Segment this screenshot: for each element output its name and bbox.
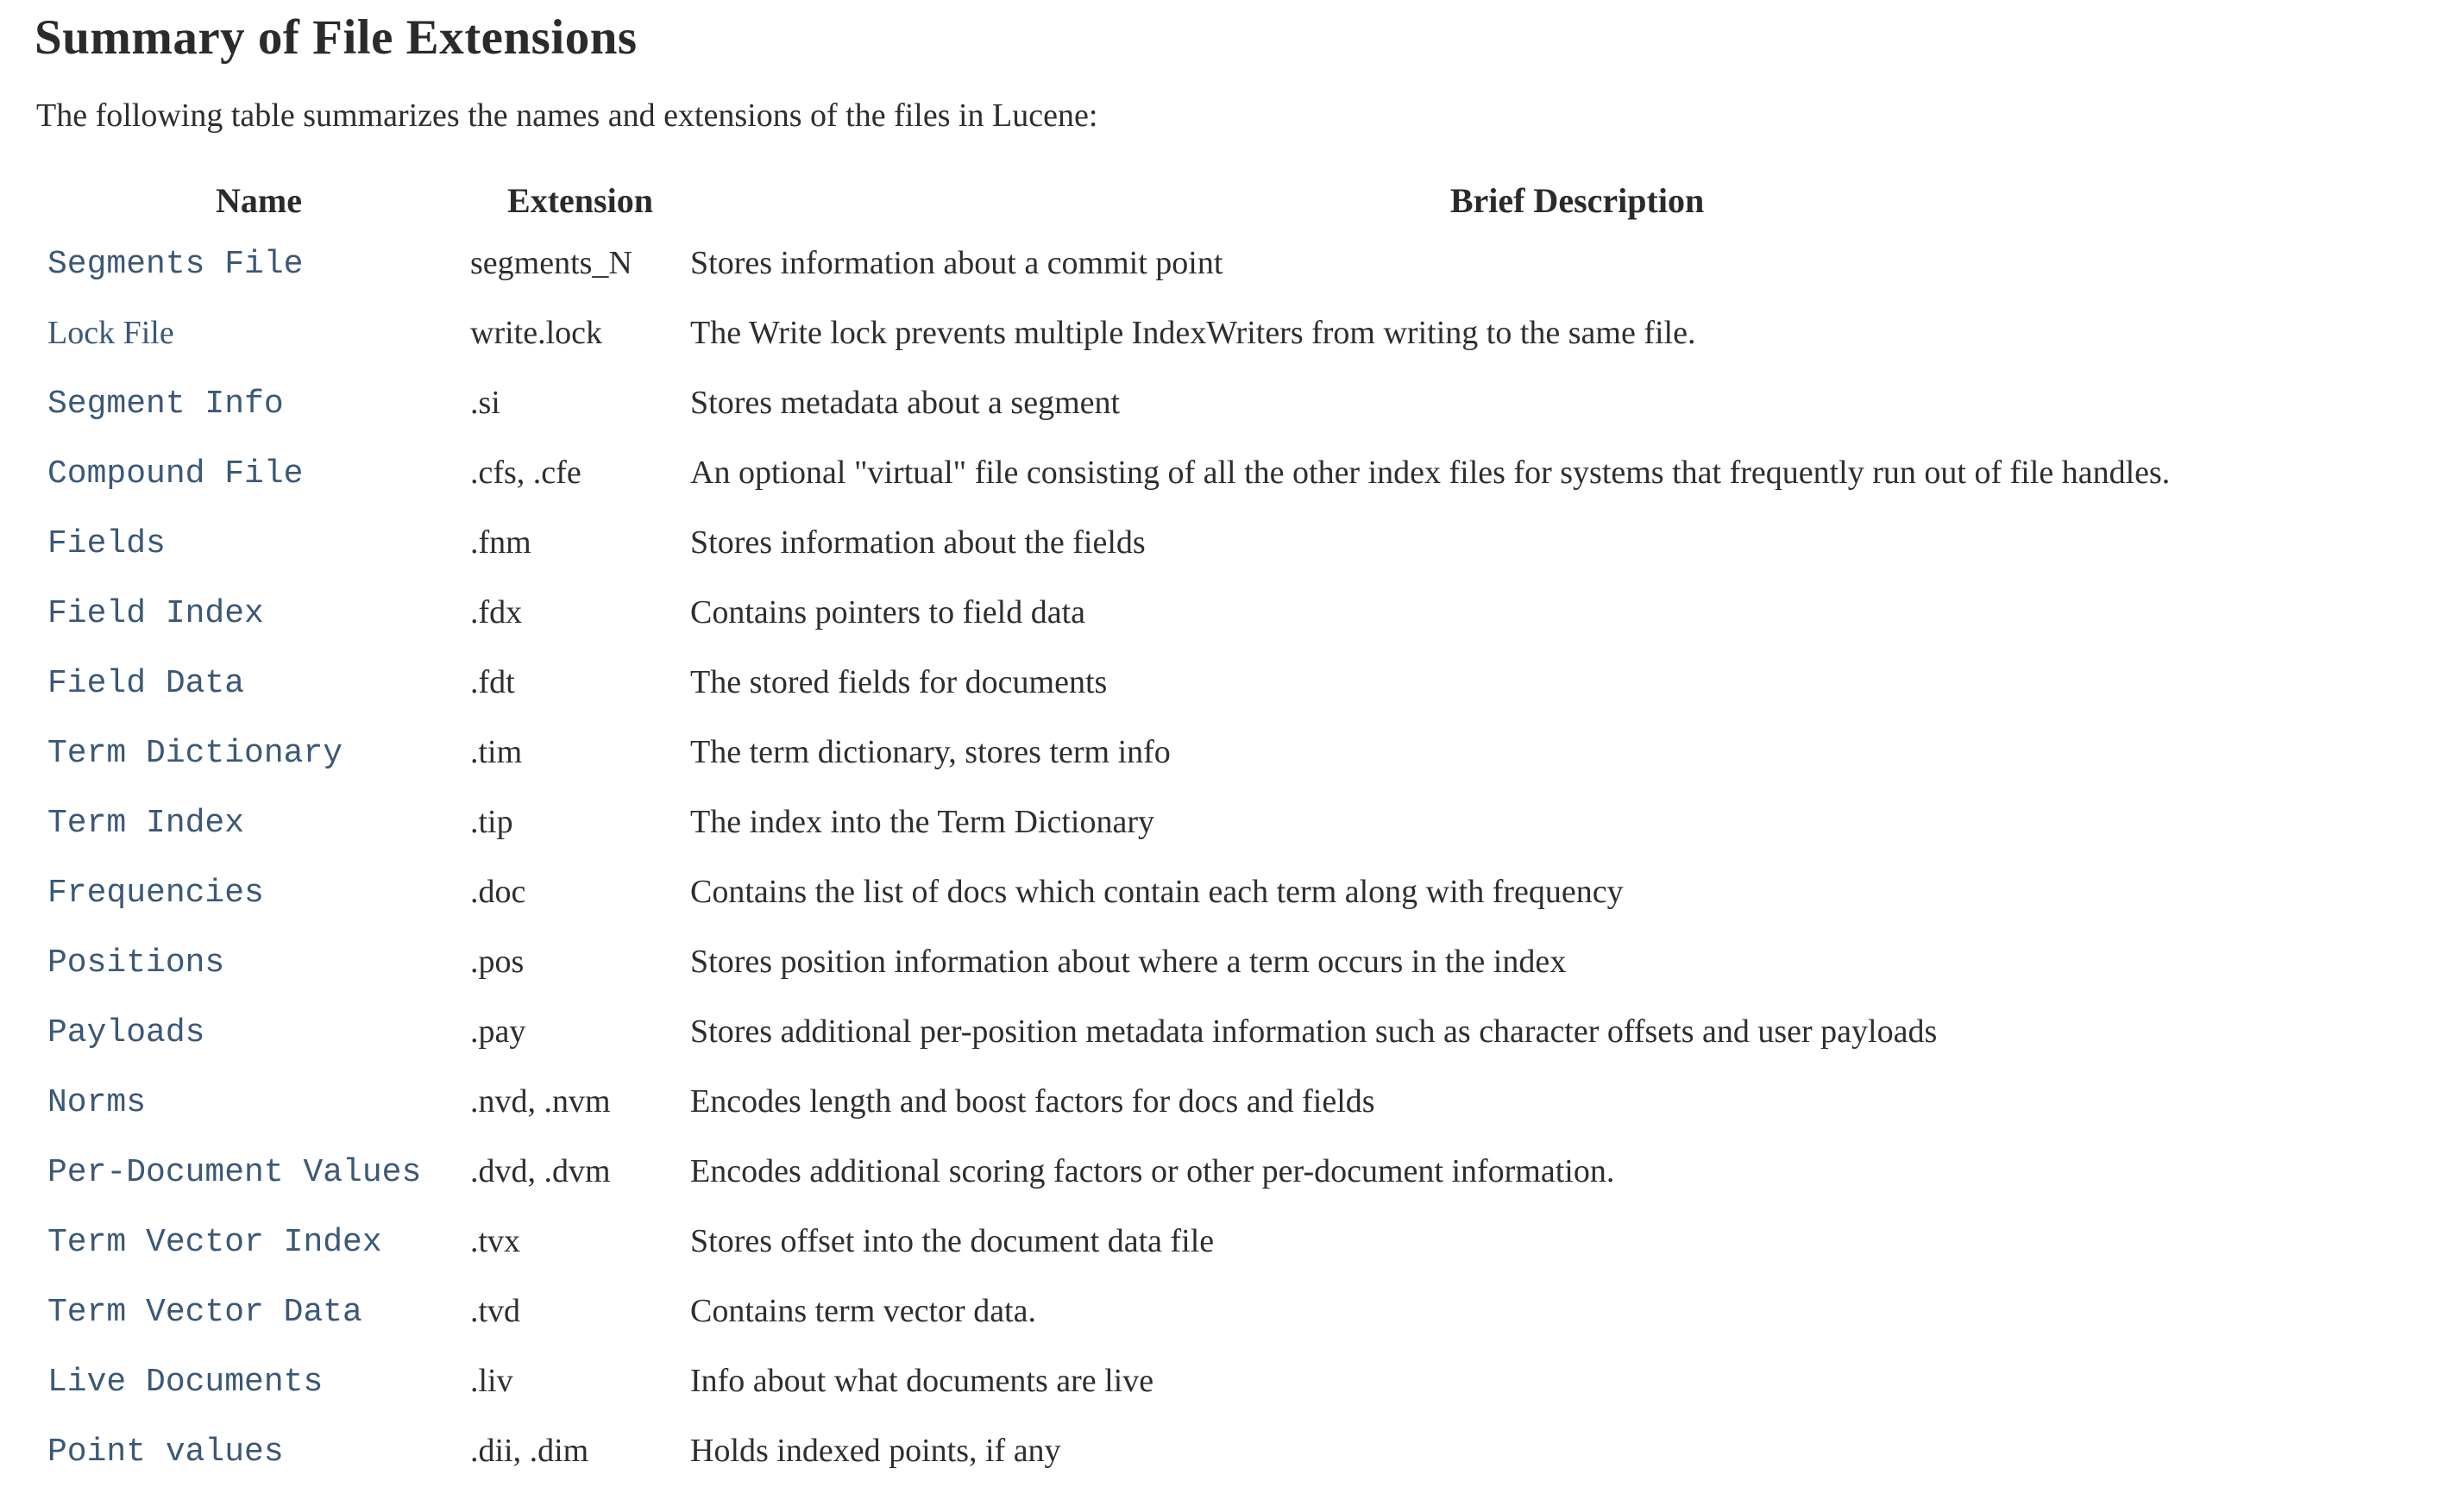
file-name-link[interactable]: Term Vector Data xyxy=(47,1293,362,1331)
intro-text: The following table summarizes the names and extensions of the files in Lucene: xyxy=(36,97,1098,134)
table-row xyxy=(35,856,2464,926)
description-cell: The term dictionary, stores term info xyxy=(690,733,1171,770)
table-header-row xyxy=(35,173,2464,228)
table-row xyxy=(35,367,2464,437)
column-header-name: Name xyxy=(216,180,302,220)
file-name-link[interactable]: Compound File xyxy=(47,455,304,493)
file-name-link[interactable]: Positions xyxy=(47,944,225,982)
table-row xyxy=(35,926,2464,996)
file-name-link[interactable]: Per-Document Values xyxy=(47,1153,422,1191)
description-cell: Stores metadata about a segment xyxy=(690,384,1121,421)
file-name-link[interactable]: Norms xyxy=(47,1083,147,1121)
description-cell: Stores additional per-position metadata information such as character offsets and user payloads xyxy=(690,1013,1938,1050)
table-row xyxy=(35,437,2464,507)
table-row xyxy=(35,1136,2464,1206)
extension-cell: .pay xyxy=(470,1013,526,1050)
extension-cell: .fdx xyxy=(470,593,523,631)
column-header-description: Brief Description xyxy=(1449,180,1705,220)
extension-cell: .tim xyxy=(470,733,523,770)
extension-cell: segments_N xyxy=(470,244,632,281)
file-name-link[interactable]: Segments File xyxy=(47,245,304,283)
table-row xyxy=(35,1206,2464,1276)
table-row xyxy=(35,298,2464,367)
description-cell: Contains the list of docs which contain each term along with frequency xyxy=(690,873,1624,910)
table-row xyxy=(35,507,2464,577)
description-cell: Stores information about a commit point xyxy=(690,244,1223,281)
file-name-link[interactable]: Lock File xyxy=(47,314,174,351)
extension-cell: write.lock xyxy=(470,314,603,351)
table-row xyxy=(35,1276,2464,1346)
table-row xyxy=(35,717,2464,787)
file-name-link[interactable]: Field Index xyxy=(47,594,264,632)
extension-cell: .liv xyxy=(470,1362,513,1399)
table-row xyxy=(35,787,2464,856)
extension-cell: .fdt xyxy=(470,663,515,700)
file-extensions-table xyxy=(35,173,2464,1485)
file-name-link[interactable]: Live Documents xyxy=(47,1363,324,1401)
file-name-link[interactable]: Field Data xyxy=(47,664,245,702)
extension-cell: .cfs, .cfe xyxy=(470,454,581,491)
extension-cell: .dii, .dim xyxy=(470,1432,589,1469)
file-name-link[interactable]: Term Index xyxy=(47,804,245,842)
extension-cell: .tip xyxy=(470,803,513,840)
description-cell: The stored fields for documents xyxy=(690,663,1108,700)
table-row xyxy=(35,647,2464,717)
extension-cell: .fnm xyxy=(470,524,531,561)
description-cell: The Write lock prevents multiple IndexWriters from writing to the same file. xyxy=(690,314,1696,351)
description-cell: Stores information about the fields xyxy=(690,524,1146,561)
file-name-link[interactable]: Frequencies xyxy=(47,874,264,912)
description-cell: Stores offset into the document data file xyxy=(690,1222,1215,1259)
extension-cell: .pos xyxy=(470,943,525,980)
extension-cell: .dvd, .dvm xyxy=(470,1152,611,1189)
file-name-link[interactable]: Payloads xyxy=(47,1013,205,1051)
description-cell: Info about what documents are live xyxy=(690,1362,1154,1399)
file-name-link[interactable]: Segment Info xyxy=(47,385,284,423)
table-row xyxy=(35,1415,2464,1485)
extension-cell: .tvd xyxy=(470,1292,521,1329)
table-row xyxy=(35,1066,2464,1136)
file-name-link[interactable]: Term Vector Index xyxy=(47,1223,382,1261)
extension-cell: .si xyxy=(470,384,500,421)
page-title: Summary of File Extensions xyxy=(35,10,638,65)
description-cell: An optional "virtual" file consisting of all the other index files for systems that frequently run out of file handles. xyxy=(690,454,2171,491)
description-cell: Contains term vector data. xyxy=(690,1292,1036,1329)
extension-cell: .nvd, .nvm xyxy=(470,1082,611,1120)
description-cell: Stores position information about where a term occurs in the index xyxy=(690,943,1567,980)
table-row xyxy=(35,577,2464,647)
column-header-extension: Extension xyxy=(507,180,653,220)
description-cell: Encodes additional scoring factors or other per-document information. xyxy=(690,1152,1615,1189)
description-cell: The index into the Term Dictionary xyxy=(690,803,1154,840)
file-name-link[interactable]: Fields xyxy=(47,524,166,562)
table-row xyxy=(35,996,2464,1066)
extension-cell: .tvx xyxy=(470,1222,521,1259)
file-name-link[interactable]: Term Dictionary xyxy=(47,734,343,772)
extension-cell: .doc xyxy=(470,873,526,910)
description-cell: Holds indexed points, if any xyxy=(690,1432,1061,1469)
description-cell: Contains pointers to field data xyxy=(690,593,1086,631)
file-name-link[interactable]: Point values xyxy=(47,1433,284,1471)
table-row xyxy=(35,228,2464,298)
table-row xyxy=(35,1346,2464,1415)
description-cell: Encodes length and boost factors for docs and fields xyxy=(690,1082,1375,1120)
